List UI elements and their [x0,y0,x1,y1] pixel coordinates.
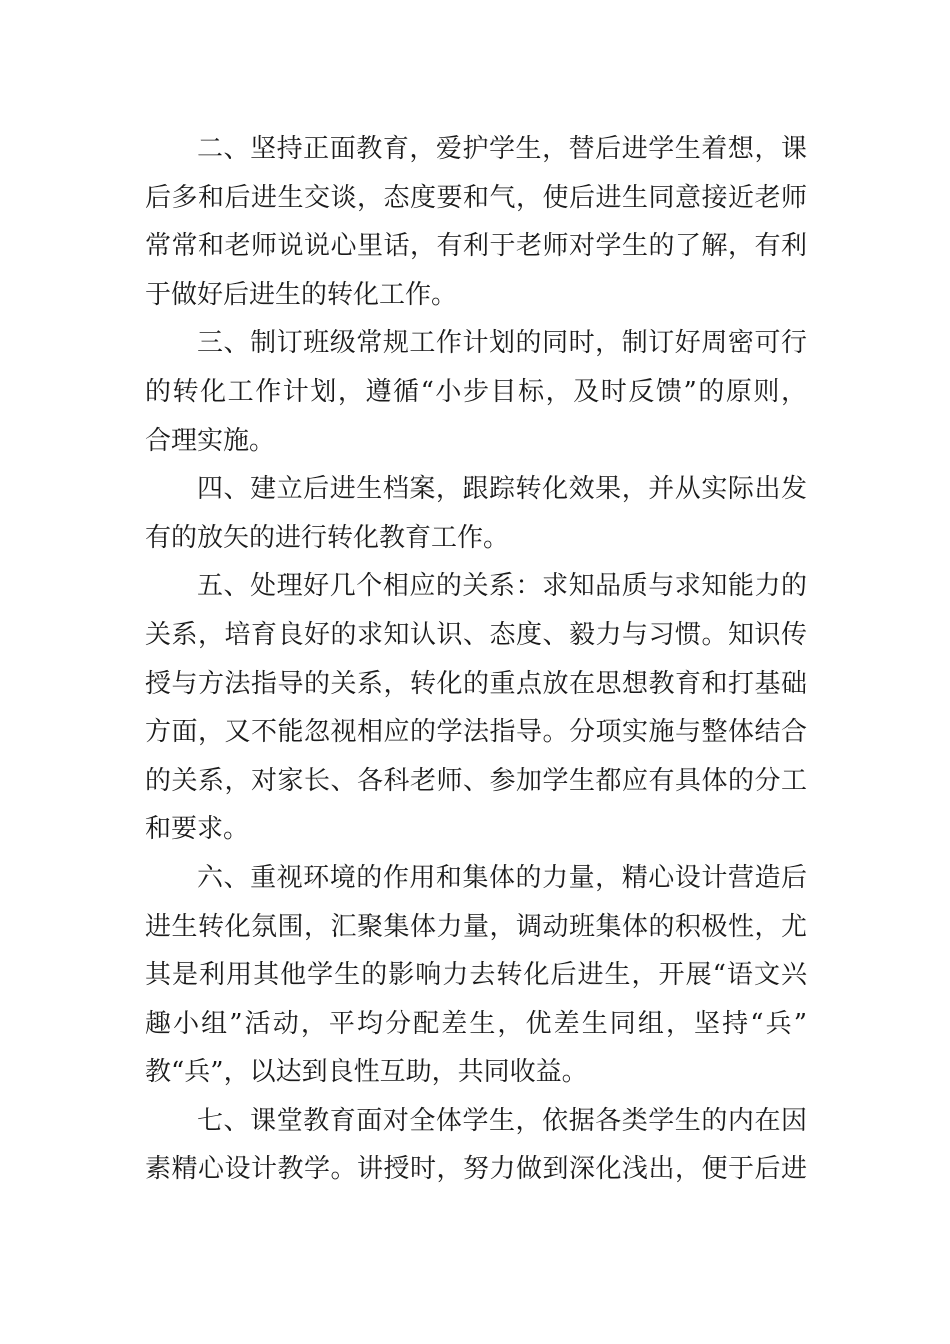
paragraph-2 [145,125,807,319]
paragraph-line: 六、重视环境的作用和集体的力量，精心设计营造后 [197,862,807,893]
document-body [145,125,807,1194]
paragraph-line: 于做好后进生的转化工作。 [145,279,458,310]
paragraph-line: 方面，又不能忽视相应的学法指导。分项实施与整体结合 [145,717,807,748]
paragraph-3 [145,319,807,465]
paragraph-line: 授与方法指导的关系，转化的重点放在思想教育和打基础 [145,668,807,699]
paragraph-line: 三、制订班级常规工作计划的同时，制订好周密可行 [197,328,807,359]
paragraph-line: 教“兵”，以达到良性互助，共同收益。 [145,1057,588,1088]
paragraph-5 [145,562,807,854]
paragraph-line: 和要求。 [145,814,250,845]
paragraph-line: 五、处理好几个相应的关系：求知品质与求知能力的 [197,571,807,602]
paragraph-6 [145,854,807,1097]
paragraph-line: 有的放矢的进行转化教育工作。 [145,522,510,553]
paragraph-line: 二、坚持正面教育，爱护学生，替后进学生着想，课 [197,134,807,164]
paragraph-line: 素精心设计教学。讲授时，努力做到深化浅出，便于后进 [145,1154,807,1185]
paragraph-line: 的关系，对家长、各科老师、参加学生都应有具体的分工 [145,765,807,796]
paragraph-line: 关系，培育良好的求知认识、态度、毅力与习惯。知识传 [145,619,807,650]
paragraph-line: 常常和老师说说心里话，有利于老师对学生的了解，有利 [145,231,807,262]
paragraph-line: 趣小组”活动，平均分配差生，优差生同组，坚持“兵” [145,1008,807,1039]
paragraph-line: 其是利用其他学生的影响力去转化后进生，开展“语文兴 [145,960,807,991]
paragraph-line: 进生转化氛围，汇聚集体力量，调动班集体的积极性，尤 [145,911,807,942]
paragraph-7 [145,1097,807,1194]
paragraph-line: 合理实施。 [145,425,276,456]
paragraph-line: 七、课堂教育面对全体学生，依据各类学生的内在因 [197,1105,807,1136]
paragraph-4 [145,465,807,562]
paragraph-line: 四、建立后进生档案，跟踪转化效果，并从实际出发 [197,474,807,505]
paragraph-line: 后多和后进生交谈，态度要和气，使后进生同意接近老师 [145,182,807,213]
paragraph-line: 的转化工作计划，遵循“小步目标，及时反馈”的原则， [145,376,807,407]
